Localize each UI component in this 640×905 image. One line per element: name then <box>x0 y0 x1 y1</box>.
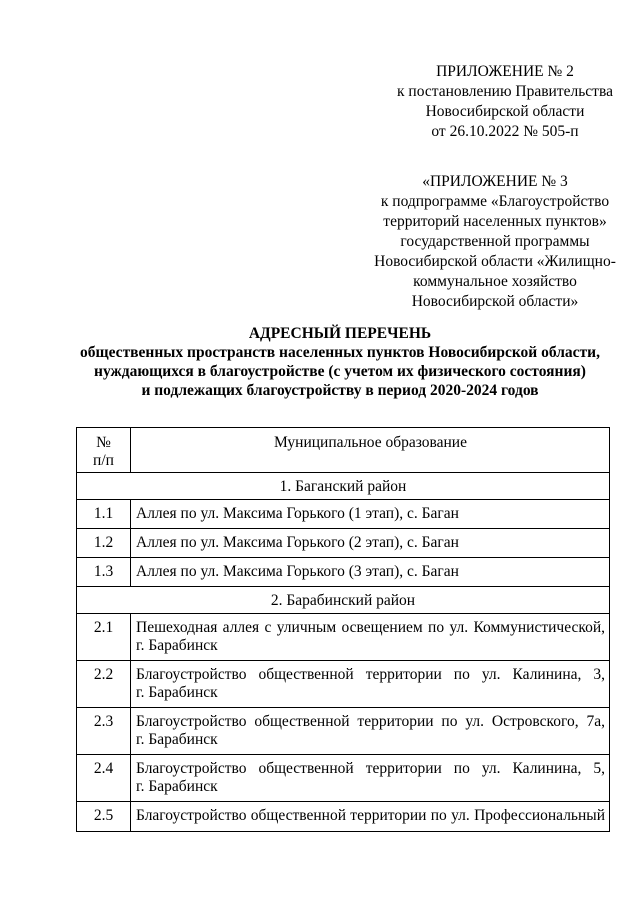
table-row <box>77 661 610 708</box>
table-row <box>77 755 610 802</box>
table-row <box>77 558 610 587</box>
table-header-row <box>77 428 610 473</box>
row-name: Аллея по ул. Максима Горького (2 этап), с. Баган <box>131 529 610 558</box>
row-name: Аллея по ул. Максима Горького (3 этап), с. Баган <box>131 558 610 587</box>
appendix-main-header <box>380 62 630 142</box>
row-name-line: г. Барабинск <box>136 684 218 701</box>
row-name <box>131 802 610 832</box>
header-number-cell <box>77 428 131 473</box>
table-row <box>77 708 610 755</box>
document-title <box>0 324 640 400</box>
title-line: общественных пространств населенных пунктов Новосибирской области, <box>80 344 600 361</box>
row-name-line: Благоустройство общественной территории по ул. Островского, 7а, <box>136 713 605 730</box>
section-title: 1. Баганский район <box>77 473 610 500</box>
header-number-abbr: п/п <box>93 452 114 469</box>
appendix-sub-line: территорий населенных пунктов» <box>383 213 607 230</box>
row-name-line: г. Барабинск <box>136 637 218 654</box>
row-name <box>131 755 610 802</box>
appendix-main-line: Новосибирской области <box>425 103 585 120</box>
table-row <box>77 802 610 832</box>
header-number-sign: № <box>96 434 111 451</box>
row-number: 2.2 <box>77 661 131 708</box>
appendix-main-line: к постановлению Правительства <box>397 83 613 100</box>
title-line: и подлежащих благоустройству в период 2020-2024 годов <box>141 382 539 399</box>
section-title: 2. Барабинский район <box>77 587 610 614</box>
appendix-sub-line: Новосибирской области» <box>411 293 579 310</box>
appendix-main-line: ПРИЛОЖЕНИЕ № 2 <box>436 63 574 80</box>
row-name-line: Благоустройство общественной территории по ул. Калинина, 5, <box>136 760 605 777</box>
row-number: 2.3 <box>77 708 131 755</box>
row-name: Аллея по ул. Максима Горького (1 этап), с. Баган <box>131 500 610 529</box>
row-number: 2.5 <box>77 802 131 832</box>
section-row <box>77 473 610 500</box>
section-row <box>77 587 610 614</box>
appendix-sub-line: коммунальное хозяйство <box>413 273 577 290</box>
appendix-main-line: от 26.10.2022 № 505-п <box>431 123 579 140</box>
row-name <box>131 614 610 661</box>
appendix-sub-line: государственной программы <box>400 233 590 250</box>
appendix-sub-line: к подпрограмме «Благоустройство <box>380 193 610 210</box>
title-line: нуждающихся в благоустройстве (с учетом их физического состояния) <box>94 363 586 380</box>
row-number: 2.4 <box>77 755 131 802</box>
row-number: 1.2 <box>77 529 131 558</box>
row-name-line: Благоустройство общественной территории по ул. Калинина, 3, <box>136 666 605 683</box>
row-name-line: г. Барабинск <box>136 778 218 795</box>
row-number: 1.3 <box>77 558 131 587</box>
table-row <box>77 614 610 661</box>
appendix-sub-line: Новосибирской области «Жилищно- <box>374 253 616 270</box>
title-line: АДРЕСНЫЙ ПЕРЕЧЕНЬ <box>248 325 432 342</box>
address-list-table <box>76 427 610 832</box>
header-name-cell: Муниципальное образование <box>131 428 610 473</box>
appendix-sub-header <box>360 172 630 312</box>
row-number: 1.1 <box>77 500 131 529</box>
row-number: 2.1 <box>77 614 131 661</box>
row-name <box>131 708 610 755</box>
row-name-line: Благоустройство общественной территории по ул. Профессиональный <box>136 807 605 824</box>
row-name-line: Пешеходная аллея с уличным освещением по ул. Коммунистической, <box>136 619 605 636</box>
row-name <box>131 661 610 708</box>
table-row <box>77 500 610 529</box>
appendix-sub-line: «ПРИЛОЖЕНИЕ № 3 <box>422 173 568 190</box>
row-name-line: г. Барабинск <box>136 731 218 748</box>
table-row <box>77 529 610 558</box>
